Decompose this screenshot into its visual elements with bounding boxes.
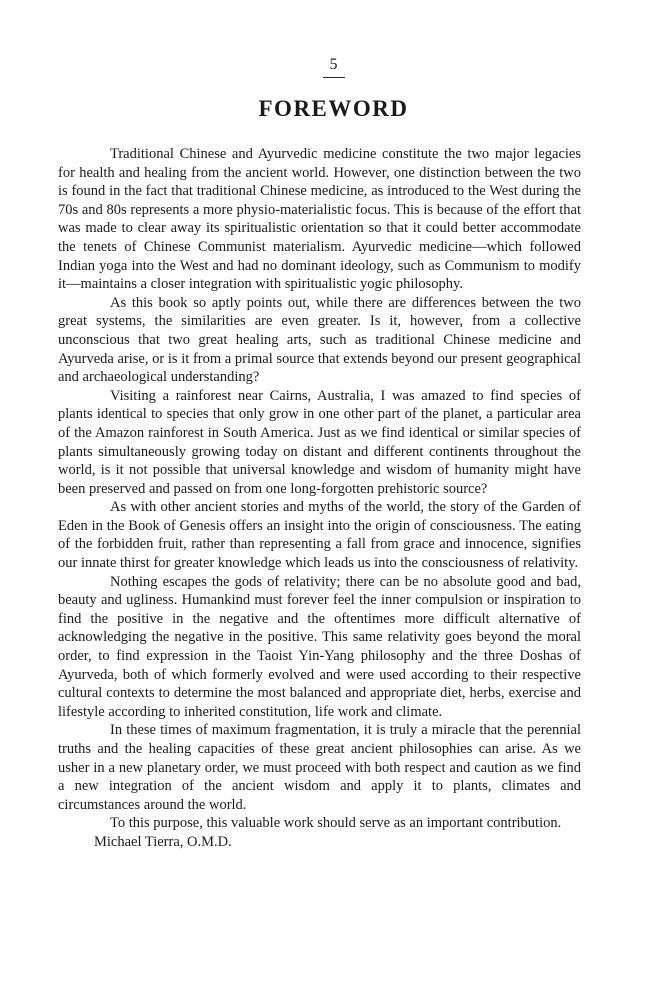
paragraph-1: Traditional Chinese and Ayurvedic medicine constitute the two major legacies for health and healing from the ancient world. However, one distinction between the two is found in the fact that traditional Chinese medicine, as introduced to the West during the 70s and 80s represents a more physio-materialistic focus. This is because of the effort that was made to clear away its spiritualistic orientation so that it could better accommodate the tenets of Chinese Communist materialism. Ayurvedic medicine—which followed Indian yoga into the West and had no dominant ideology, such as Communism to modify it—maintains a closer integration with spiritualistic yogic philosophy.: [58, 146, 581, 293]
paragraph-3: Visiting a rainforest near Cairns, Australia, I was amazed to find species of plants identical to species that only grow in one other part of the planet, a particular area of the Amazon rainforest in South America. Just as we find identical or similar species of plants simultaneously growing today on distant and different continents throughout the world, is it not possible that universal knowledge and wisdom of humanity might have been preserved and passed on from one long-forgotten prehistoric source?: [58, 387, 581, 497]
author-signature: Michael Tierra, O.M.D.: [94, 833, 232, 850]
chapter-title: FOREWORD: [258, 96, 409, 121]
paragraph-6: In these times of maximum fragmentation, it is truly a miracle that the perennial truths and the healing capacities of these great ancient philosophies can arise. As we usher in a new planetary order, we must proceed with both respect and caution as we find a new integration of the ancient wisdom and apply it to plants, climates and circumstances around the world.: [58, 722, 581, 813]
page-number-row: [0, 0, 667, 78]
paragraph-4: As with other ancient stories and myths of the world, the story of the Garden of Eden in the Book of Genesis offers an insight into the origin of consciousness. The eating of the forbidden fruit, rather than representing a fall from grace and innocence, signifies our innate thirst for greater knowledge which leads us into the consciousness of relativity.: [58, 499, 581, 572]
paragraph-7: To this purpose, this valuable work should serve as an important contribution.: [110, 815, 562, 832]
foreword-body: [58, 145, 581, 852]
paragraph-2: As this book so aptly points out, while there are differences between the two great systems, the similarities are even greater. Is it, however, from a collective unconscious that two great healing arts, such as traditional Chinese medicine and Ayurveda arise, or is it from a primal source that extends beyond our present geographical and archaeological understanding?: [58, 294, 581, 386]
page-number: 5: [323, 56, 345, 78]
paragraph-5: Nothing escapes the gods of relativity; there can be no absolute good and bad, beauty and ugliness. Humankind must forever feel the inner compulsion or inspiration to find the positive in the negative and the oftentimes more difficult alternative of acknowledging the negative in the positive. This same relativity goes beyond the moral order, to find expression in the Taoist Yin-Yang philosophy and the three Doshas of Ayurveda, both of which formerly evolved and were used according to their respective cultural contexts to determine the most balanced and appropriate diet, herbs, exercise and lifestyle according to inherited constitution, life work and climate.: [58, 573, 581, 720]
